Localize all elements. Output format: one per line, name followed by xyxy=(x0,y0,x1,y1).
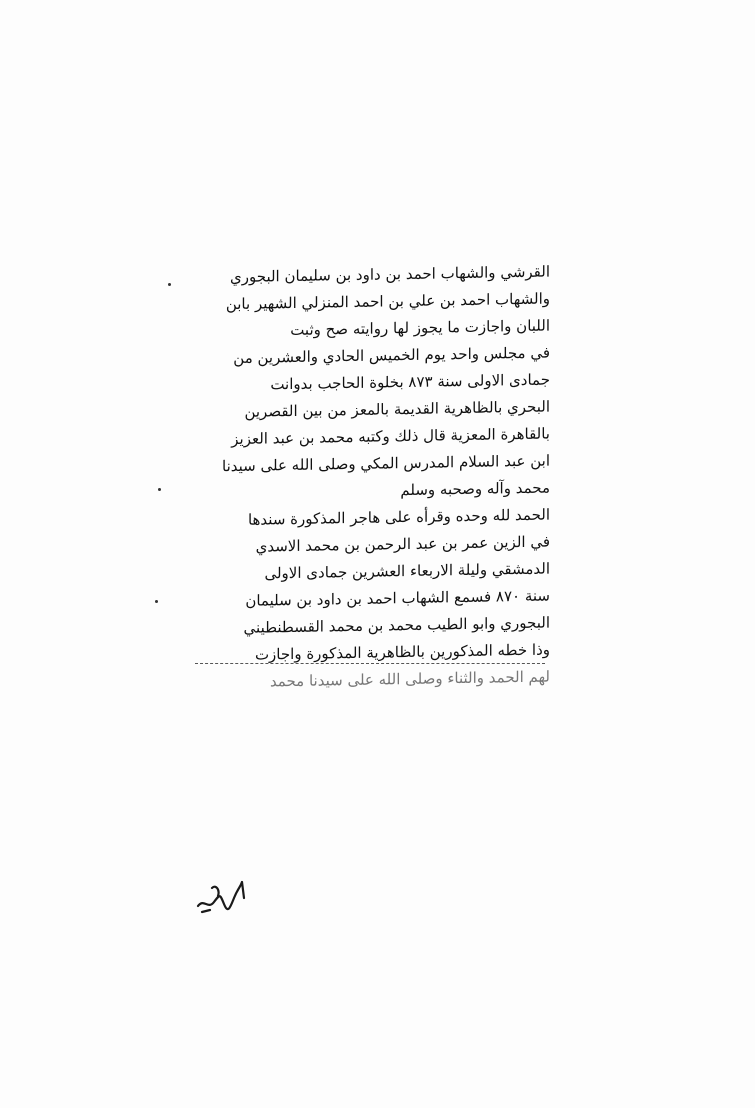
manuscript-line: القرشي والشهاب احمد بن داود بن سليمان البجوري xyxy=(230,262,550,287)
manuscript-line: بالقاهرة المعزية قال ذلك وكتبه محمد بن عبد العزيز xyxy=(231,424,550,449)
manuscript-line: اللبان واجازت ما يجوز لها روايته صح وثبت xyxy=(290,316,550,340)
manuscript-line: جمادى الاولى سنة ٨٧٣ بخلوة الحاجب بدوانت xyxy=(270,370,550,394)
ink-dot xyxy=(168,283,171,286)
manuscript-line: في مجلس واحد يوم الخميس الحادي والعشرين من xyxy=(233,343,550,368)
signature-scribble xyxy=(190,868,260,918)
manuscript-line: البحري بالظاهرية القديمة بالمعز من بين القصرين xyxy=(244,397,550,421)
page-cut-line xyxy=(195,663,545,664)
manuscript-line: الدمشقي وليلة الاربعاء العشرين جمادى الاولى xyxy=(264,559,550,583)
manuscript-line: والشهاب احمد بن علي بن احمد المنزلي الشهير بابن xyxy=(225,289,550,314)
manuscript-line: في الزين عمر بن عبد الرحمن بن محمد الاسدي xyxy=(255,532,550,556)
ink-dot xyxy=(155,600,158,603)
manuscript-text-block xyxy=(150,262,550,694)
manuscript-line: ابن عبد السلام المدرس المكي وصلى الله على سيدنا xyxy=(222,451,550,476)
manuscript-line: الحمد لله وحده وقرأه على هاجر المذكورة سندها xyxy=(247,505,550,529)
ink-dot xyxy=(158,488,161,491)
manuscript-line: سنة ٨٧٠ فسمع الشهاب احمد بن داود بن سليمان xyxy=(245,586,550,610)
manuscript-line: محمد وآله وصحبه وسلم xyxy=(400,478,550,500)
manuscript-line: وذا خطه المذكورين بالظاهرية المذكورة واجازت xyxy=(254,640,550,664)
manuscript-line-faint: لهم الحمد والثناء وصلى الله على سيدنا محمد xyxy=(269,667,550,691)
manuscript-line: البجوري وابو الطيب محمد بن محمد القسطنطيني xyxy=(243,613,550,637)
